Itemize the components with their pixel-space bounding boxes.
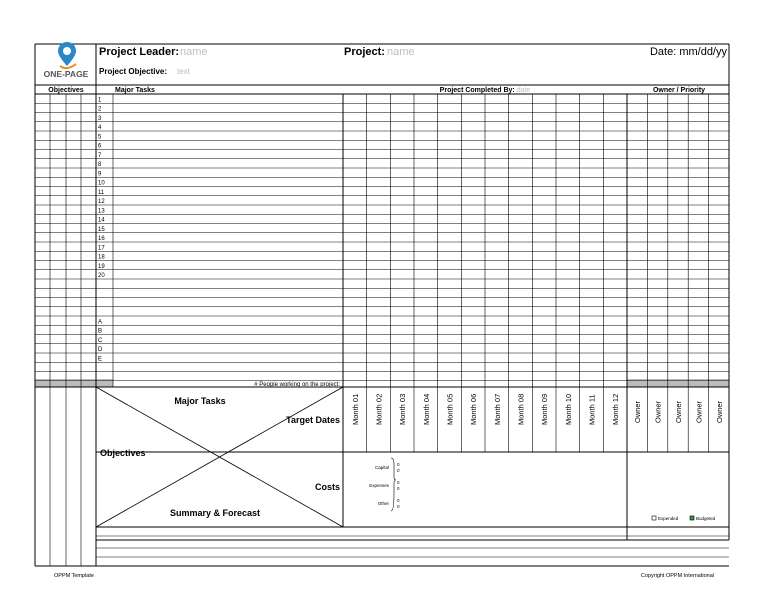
owner-labels	[633, 400, 724, 423]
legend	[652, 516, 716, 521]
cost-brace	[391, 458, 396, 511]
people-count-label: # People working on the project:	[254, 382, 340, 388]
cost-value: 0	[397, 468, 400, 473]
project-label: Project:	[344, 46, 385, 58]
task-number: 9	[98, 171, 102, 178]
task-number: 18	[98, 254, 105, 261]
task-number: 8	[98, 162, 102, 168]
footer-copyright: Copyright OPPM International	[640, 573, 714, 579]
month-label: Month 08	[516, 393, 526, 425]
month-label: Month 07	[492, 393, 502, 425]
project-objective-label: Project Objective:	[99, 67, 168, 76]
owner-label: Owner	[633, 400, 643, 423]
logo-pin-center	[63, 47, 71, 55]
task-number: 3	[98, 115, 102, 122]
matrix-target-dates: Target Dates	[286, 415, 340, 425]
project-leader-label: Project Leader:	[99, 46, 180, 58]
summary-letter: C	[98, 337, 103, 344]
objectives-heading: Objectives	[48, 87, 84, 94]
owner-label: Owner	[674, 400, 683, 423]
project-value[interactable]: name	[387, 46, 415, 58]
month-label: Month 05	[445, 393, 455, 425]
month-label: Month 06	[469, 393, 479, 425]
matrix-major-tasks: Major Tasks	[174, 396, 226, 406]
cost-label: Capital	[374, 465, 389, 470]
owner-label: Owner	[653, 400, 663, 423]
owner-priority-heading: Owner / Priority	[652, 87, 706, 94]
people-band-blank	[113, 379, 627, 387]
summary-letter: D	[98, 347, 103, 353]
cost-value: 0	[397, 498, 400, 503]
task-number: 4	[98, 125, 102, 131]
legend-expended-swatch	[652, 516, 656, 520]
cost-label: Other	[377, 501, 389, 506]
task-number: 1	[98, 97, 102, 104]
month-label: Month 03	[398, 393, 408, 425]
owner-label: Owner	[714, 400, 724, 423]
task-number: 10	[98, 180, 105, 187]
month-label: Month 10	[563, 393, 573, 425]
legend-expended-label: Expended	[658, 516, 679, 521]
task-number: 16	[98, 236, 105, 242]
footer-template-label: OPPM Template	[54, 573, 94, 579]
project-objective-value[interactable]: text	[177, 67, 190, 76]
logo-text: ONE-PAGE	[43, 69, 89, 79]
legend-budgeted-label: Budgeted	[696, 516, 716, 521]
task-number: 13	[98, 208, 105, 215]
cost-value: 0	[397, 486, 400, 491]
task-number: 6	[98, 143, 102, 150]
task-number: 20	[98, 273, 105, 279]
project-leader-value[interactable]: name	[180, 46, 208, 58]
task-number: 17	[98, 245, 105, 252]
cost-label: Expenses	[369, 483, 389, 488]
task-number: 5	[98, 134, 102, 141]
legend-budgeted-swatch	[690, 516, 694, 520]
summary-letter-list	[98, 319, 103, 362]
task-number: 14	[98, 217, 105, 224]
month-label: Month 09	[540, 393, 550, 425]
matrix-costs: Costs	[314, 482, 340, 492]
month-label: Month 01	[350, 393, 360, 425]
task-number: 7	[98, 152, 102, 159]
date-field[interactable]: Date: mm/dd/yy	[649, 46, 727, 58]
task-number-list	[98, 97, 105, 279]
matrix-objectives: Objectives	[100, 448, 146, 458]
owner-label: Owner	[694, 400, 704, 423]
month-label: Month 02	[374, 393, 384, 425]
summary-letter: A	[98, 319, 103, 326]
task-number: 2	[98, 106, 102, 113]
cost-entries	[369, 458, 400, 511]
month-label: Month 04	[421, 393, 431, 425]
matrix-summary-forecast: Summary & Forecast	[169, 508, 261, 518]
completed-by-heading: Project Completed By: date	[439, 87, 531, 94]
month-label: Month 12	[611, 393, 621, 425]
summary-letter: B	[98, 328, 103, 335]
task-number: 19	[98, 263, 105, 270]
one-page-logo	[44, 42, 89, 79]
summary-letter: E	[98, 356, 103, 363]
cost-value: 0	[397, 504, 400, 509]
task-number: 11	[98, 189, 105, 196]
major-tasks-heading: Major Tasks	[115, 87, 155, 94]
task-number: 12	[98, 199, 105, 205]
cost-value: 0	[397, 462, 400, 467]
month-label: Month 11	[587, 394, 597, 425]
task-number: 15	[98, 226, 105, 233]
cost-value: 0	[397, 480, 400, 485]
